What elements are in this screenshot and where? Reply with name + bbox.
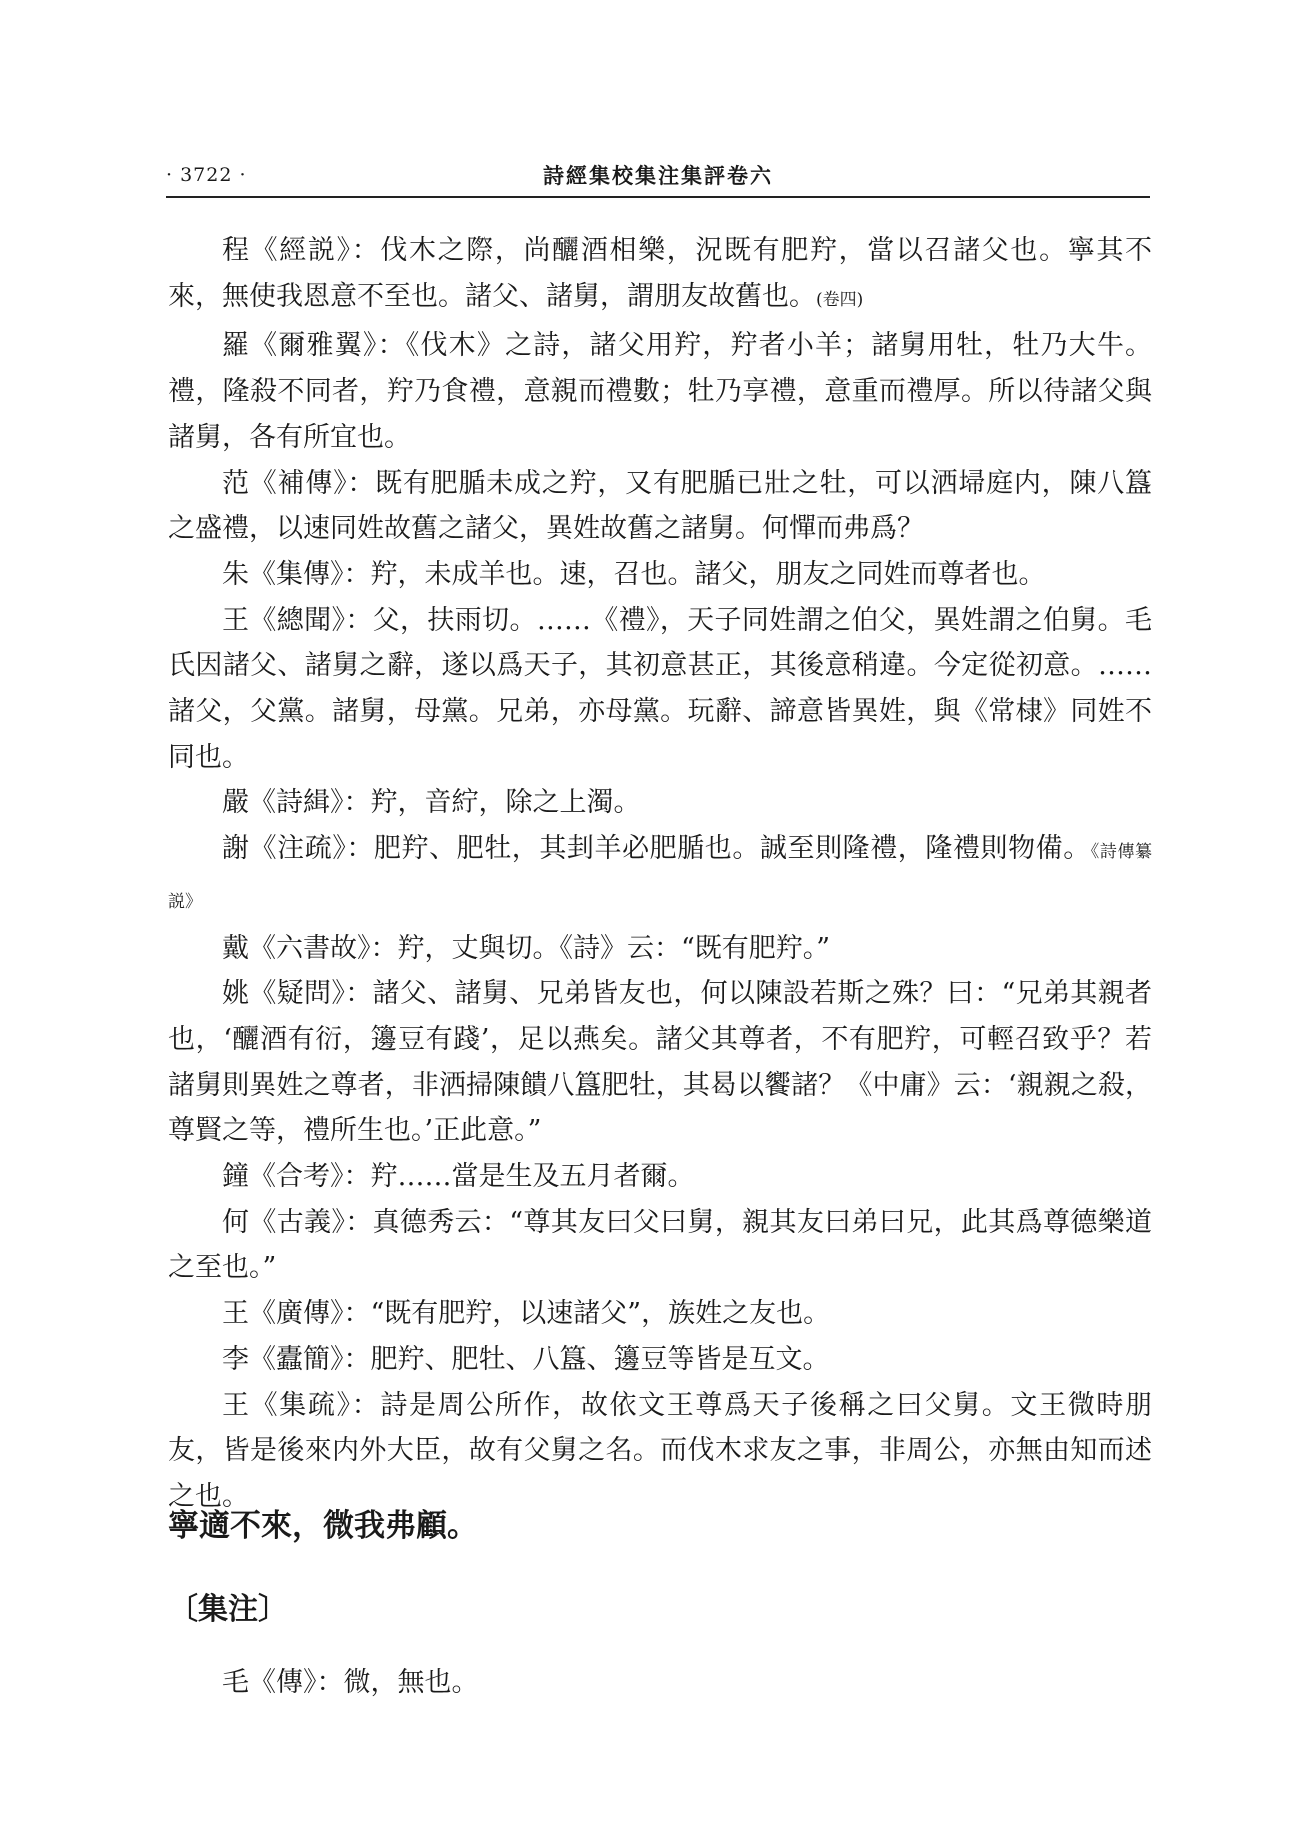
page-number: · 3722 · xyxy=(166,164,247,186)
paragraph: 戴《六書故》：羜，丈與切。《詩》云：“既有肥羜。” xyxy=(222,932,831,964)
running-title: 詩經集校集注集評卷六 xyxy=(543,163,773,188)
paragraph: 何《古義》：真德秀云：“尊其友曰父曰舅，親其友曰弟曰兄，此其爲尊德樂道之至也。” xyxy=(168,1206,1152,1284)
source-note: 《詩傳纂説》 xyxy=(168,842,1153,912)
paragraph: 王《廣傳》：“既有肥羜，以速諸父”，族姓之友也。 xyxy=(222,1298,831,1330)
section-body xyxy=(168,1660,1152,1706)
paragraph: 王《集疏》：詩是周公所作，故依文王尊爲天子後稱之曰父舅。文王微時朋友，皆是後來内外大臣，故有父舅之名。而伐木求友之事，非周公，亦無由知而述之也。 xyxy=(168,1389,1152,1512)
paragraph: 謝《注疏》：肥羜、肥牡，其刲羊必肥腯也。誠至則隆禮，隆禮則物備。《詩傳纂説》 xyxy=(168,833,1153,912)
paragraph: 李《蠹簡》：肥羜、肥牡、八簋、籩豆等皆是互文。 xyxy=(222,1343,830,1375)
paragraph: 范《補傳》：既有肥腯未成之羜，又有肥腯已壯之牡，可以洒埽庭内，陳八簋之盛禮，以速同姓故舊之諸父，異姓故舊之諸舅。何憚而弗爲？ xyxy=(168,467,1152,545)
paragraph: 王《總聞》：父，扶雨切。……《禮》，天子同姓謂之伯父，異姓謂之伯舅。毛氏因諸父、諸舅之辭，遂以爲天子，其初意甚正，其後意稍違。今定從初意。……諸父，父黨。諸舅，母黨。兄弟，亦母黨。玩辭、諦意皆異姓，與《常棣》同姓不同也。 xyxy=(168,604,1152,773)
paragraph: 鐘《合考》：羜……當是生及五月者爾。 xyxy=(222,1161,695,1193)
header-rule xyxy=(166,196,1150,198)
source-note: (卷四) xyxy=(816,289,864,310)
paragraph: 嚴《詩緝》：羜，音紵，除之上濁。 xyxy=(222,787,641,819)
page-header xyxy=(166,160,1150,196)
commentary-body xyxy=(168,228,1152,1520)
paragraph: 姚《疑問》：諸父、諸舅、兄弟皆友也，何以陳設若斯之殊？曰：“兄弟其親者也，‘釃酒有衍，籩豆有踐’，足以燕矣。諸父其尊者，不有肥羜，可輕召致乎？若諸舅則異姓之尊者，非洒掃陳饋八簋肥牡，其曷以饗諸？《中庸》云：‘親親之殺，尊賢之等，禮所生也。’正此意。” xyxy=(168,978,1152,1147)
paragraph: 毛《傳》：微，無也。 xyxy=(222,1667,479,1698)
verse-line: 寧適不來，微我弗顧。 xyxy=(168,1508,478,1544)
paragraph: 程《經説》：伐木之際，尚釃酒相樂，況既有肥羜，當以召諸父也。寧其不來，無使我恩意不至也。諸父、諸舅，謂朋友故舊也。(卷四) xyxy=(168,235,1152,312)
paragraph: 朱《集傳》：羜，未成羊也。速，召也。諸父，朋友之同姓而尊者也。 xyxy=(222,558,1046,590)
section-heading: 〔集注〕 xyxy=(168,1592,288,1627)
paragraph: 羅《爾雅翼》：《伐木》之詩，諸父用羜，羜者小羊；諸舅用牡，牡乃大牛。禮，隆殺不同者，羜乃食禮，意親而禮數；牡乃享禮，意重而禮厚。所以待諸父與諸舅，各有所宜也。 xyxy=(168,330,1152,453)
